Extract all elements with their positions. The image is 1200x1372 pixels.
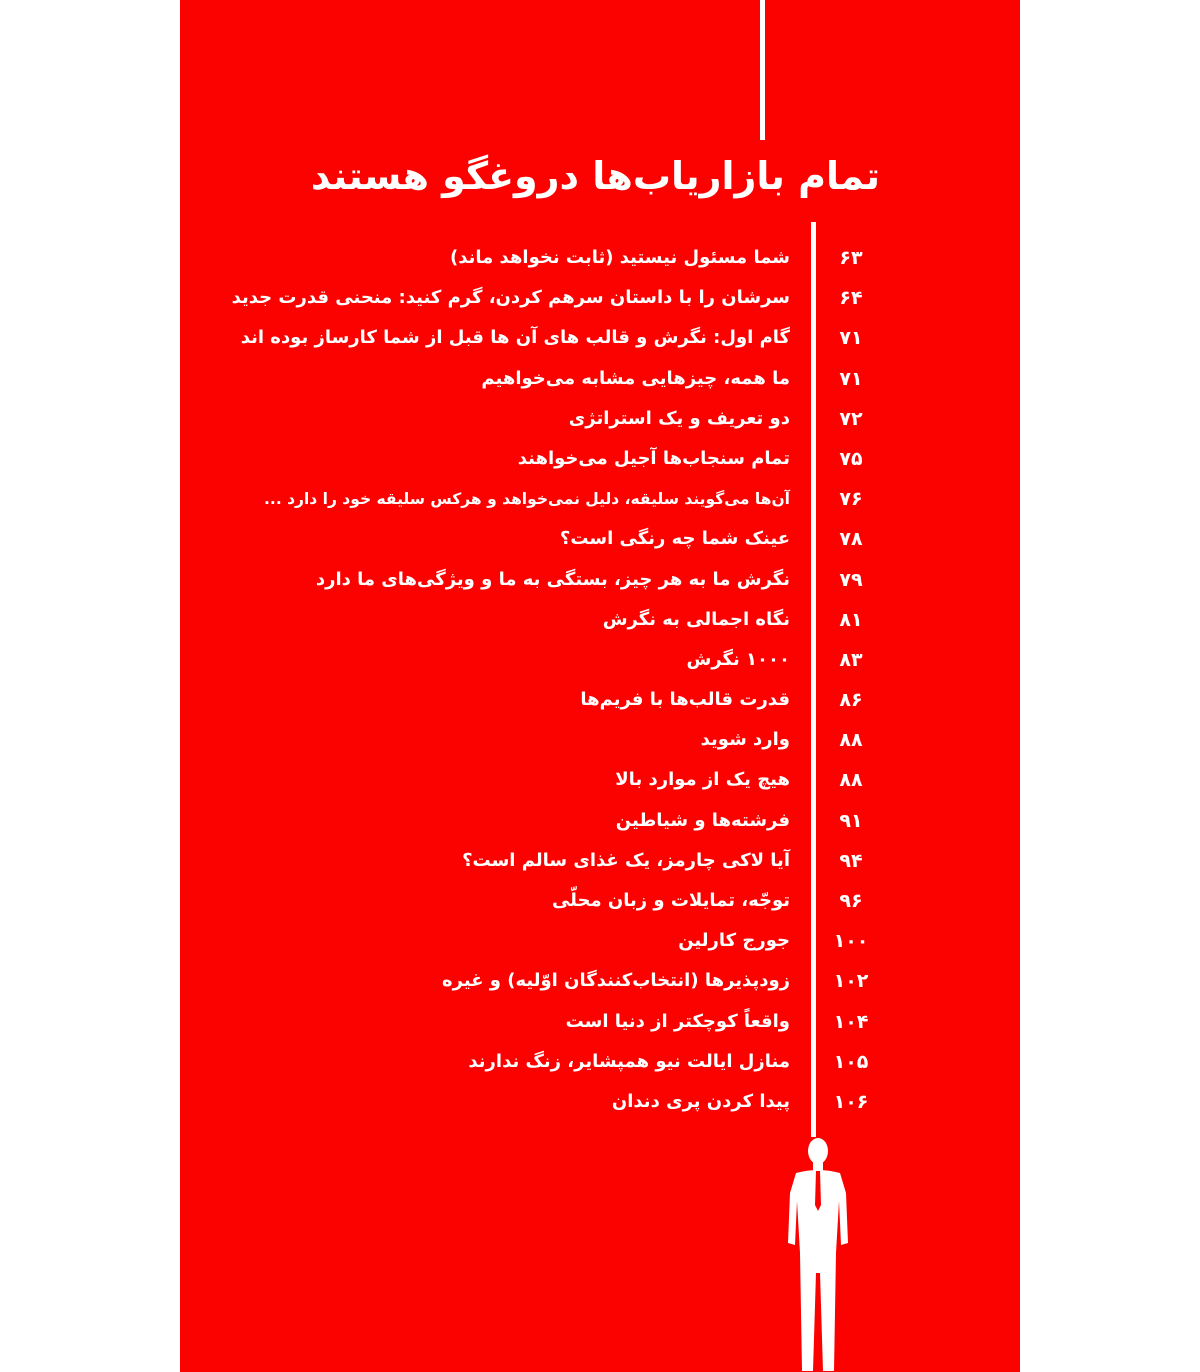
toc-entry-title: توجّه، تمایلات و زبان محلّی: [551, 890, 790, 911]
toc-entry-title: واقعاً کوچکتر از دنیا است: [565, 1010, 790, 1032]
toc-row: [180, 801, 1020, 841]
toc-page-number: ۹۴: [839, 849, 863, 872]
toc-page-number: ۷۶: [839, 488, 863, 511]
toc-row: [180, 1042, 1020, 1082]
toc-row: [180, 519, 1020, 559]
toc-page-number: ۶۴: [839, 287, 863, 310]
toc-entry-title: سرشان را با داستان سرهم کردن، گرم کنید: منحنی قدرت جدید: [231, 287, 790, 309]
toc-row: [180, 881, 1020, 921]
toc-row: [180, 640, 1020, 680]
toc-entry-title: دو تعریف و یک استراتژی: [568, 407, 790, 429]
toc-page-number: ۶۳: [839, 247, 863, 269]
toc-page-number: ۷۱: [839, 327, 863, 350]
toc-entry-title: تمام سنجاب‌ها آجیل می‌خواهند: [517, 447, 790, 469]
toc-entry-title: هیچ یک از موارد بالا: [615, 769, 790, 791]
toc-entry-title: ما همه، چیزهایی مشابه می‌خواهیم: [481, 367, 790, 389]
toc-page-number: ۹۱: [839, 809, 863, 832]
toc-page-number: ۸۸: [839, 769, 863, 792]
toc-page-number: ۱۰۶: [833, 1090, 869, 1113]
toc-row: [180, 359, 1020, 399]
toc-row: [180, 1082, 1020, 1122]
toc-row: [180, 720, 1020, 760]
book-page: [180, 0, 1020, 1372]
toc-entry-title: فرشته‌ها و شیاطین: [615, 809, 790, 831]
toc-page-number: ۷۸: [839, 528, 863, 551]
toc-page-number: ۸۸: [839, 729, 863, 752]
toc-entry-title: شما مسئول نیستید (ثابت نخواهد ماند): [450, 247, 790, 268]
chapter-title: تمام بازاریاب‌ها دروغگو هستند: [310, 154, 880, 198]
toc-page-number: ۱۰۰: [833, 930, 869, 953]
toc-row: [180, 760, 1020, 800]
toc-row: [180, 278, 1020, 318]
toc-entry-title: وارد شوید: [700, 729, 790, 751]
toc-entry-title: آیا لاکی چارمز، یک غذای سالم است؟: [462, 849, 790, 871]
toc-row: [180, 841, 1020, 881]
toc-row: [180, 680, 1020, 720]
toc-entry-title: ۱۰۰۰ نگرش: [686, 648, 790, 670]
standing-man-silhouette-icon: [786, 1135, 850, 1372]
toc-row: [180, 479, 1020, 519]
toc-row: [180, 318, 1020, 358]
toc-entry-title: زودپذیرها (انتخاب‌کنندگان اوّلیه) و غیره: [442, 970, 790, 992]
toc-page-number: ۸۶: [839, 689, 863, 712]
toc-page-number: ۷۱: [839, 367, 863, 390]
top-divider-line: [760, 0, 765, 140]
toc-entry-title: آن‌ها می‌گویند سلیقه، دلیل نمی‌خواهد و هرکس سلیقه خود را دارد ...: [264, 490, 790, 509]
toc-page-number: ۱۰۵: [833, 1050, 869, 1073]
toc-row: [180, 399, 1020, 439]
toc-entry-title: منازل ایالت نیو همپشایر، زنگ ندارند: [468, 1050, 790, 1072]
toc-entry-title: نگاه اجمالی به نگرش: [602, 608, 790, 630]
toc-page-number: ۹۶: [839, 890, 863, 912]
toc-row: [180, 560, 1020, 600]
toc-page-number: ۱۰۴: [833, 1010, 869, 1033]
toc-entry-title: جورج کارلین: [678, 930, 790, 952]
toc-row: [180, 921, 1020, 961]
toc-row: [180, 600, 1020, 640]
toc-page-number: ۱۰۲: [833, 970, 869, 993]
toc-page-number: ۷۵: [839, 447, 863, 470]
toc-row: [180, 1002, 1020, 1042]
table-of-contents: [180, 238, 1020, 1122]
toc-row: [180, 439, 1020, 479]
toc-entry-title: قدرت قالب‌ها با فریم‌ها: [580, 689, 790, 711]
toc-page-number: ۸۱: [839, 608, 863, 631]
toc-row: [180, 238, 1020, 278]
toc-entry-title: پیدا کردن پری دندان: [611, 1090, 790, 1112]
toc-entry-title: نگرش ما به هر چیز، بستگی به ما و ویژگی‌های ما دارد: [315, 568, 790, 590]
toc-entry-title: گام اول: نگرش و قالب های آن ها قبل از شما کارساز بوده اند: [240, 327, 790, 349]
toc-page-number: ۸۳: [839, 648, 863, 671]
toc-row: [180, 961, 1020, 1001]
toc-page-number: ۷۲: [839, 407, 863, 430]
toc-entry-title: عینک شما چه رنگی است؟: [559, 528, 790, 550]
toc-page-number: ۷۹: [839, 568, 863, 591]
